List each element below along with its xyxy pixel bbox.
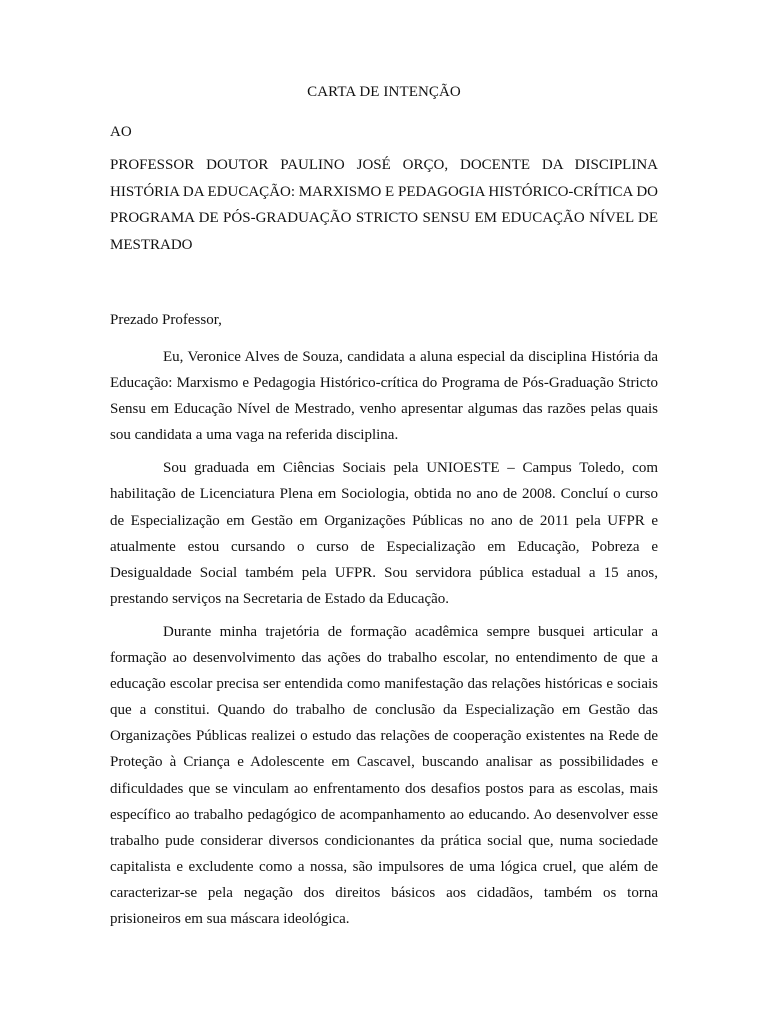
recipient-prefix: AO (110, 124, 132, 140)
paragraph-introduction: Eu, Veronice Alves de Souza, candidata a aluna especial da disciplina História da Educação: Marxismo e Pedagogia Histórico-crítica do Programa de Pós-Graduação Stricto Sensu em Educação Nível de Mestrado, venho apresentar algumas das razões pelas quais sou candidata a uma vaga na referida disciplina. (110, 349, 658, 444)
letter-body (110, 344, 658, 939)
paragraph-trajectory: Durante minha trajetória de formação acadêmica sempre busquei articular a formação ao desenvolvimento das ações do trabalho escolar, no entendimento de que a educação escolar precisa ser entendida como manifestação das relações históricas e sociais que a constitui. Quando do trabalho de conclusão da Especialização em Gestão das Organizações Públicas realizei o estudo das relações de cooperação existentes na Rede de Proteção à Criança e Adolescente em Cascavel, buscando analisar as possibilidades e dificuldades que se vinculam ao enfrentamento dos desafios postos para as escolas, mais específico ao trabalho pedagógico de acompanhamento ao educando. Ao desenvolver esse trabalho pude considerar diversos condicionantes da prática social que, numa sociedade capitalista e excludente como a nossa, são impulsores de uma lógica cruel, que além de caracterizar-se pela negação dos direitos básicos aos cidadãos, também os torna prisioneiros em sua máscara ideológica. (110, 623, 658, 927)
letter-title: CARTA DE INTENÇÃO (307, 84, 461, 100)
addressee-block: PROFESSOR DOUTOR PAULINO JOSÉ ORÇO, DOCENTE DA DISCIPLINA HISTÓRIA DA EDUCAÇÃO: MARXISMO E PEDAGOGIA HISTÓRICO-CRÍTICA DO PROGRAMA DE PÓS-GRADUAÇÃO STRICTO SENSU EM EDUCAÇÃO NÍVEL DE MESTRADO (110, 157, 658, 253)
paragraph-education: Sou graduada em Ciências Sociais pela UNIOESTE – Campus Toledo, com habilitação de Licenciatura Plena em Sociologia, obtida no ano de 2008. Concluí o curso de Especialização em Gestão em Organizações Públicas no ano de 2011 pela UFPR e atualmente estou cursando o curso de Especialização em Educação, Pobreza e Desigualdade Social também pela UFPR. Sou servidora pública estadual a 15 anos, prestando serviços na Secretaria de Estado da Educação. (110, 460, 658, 607)
salutation: Prezado Professor, (110, 312, 222, 328)
